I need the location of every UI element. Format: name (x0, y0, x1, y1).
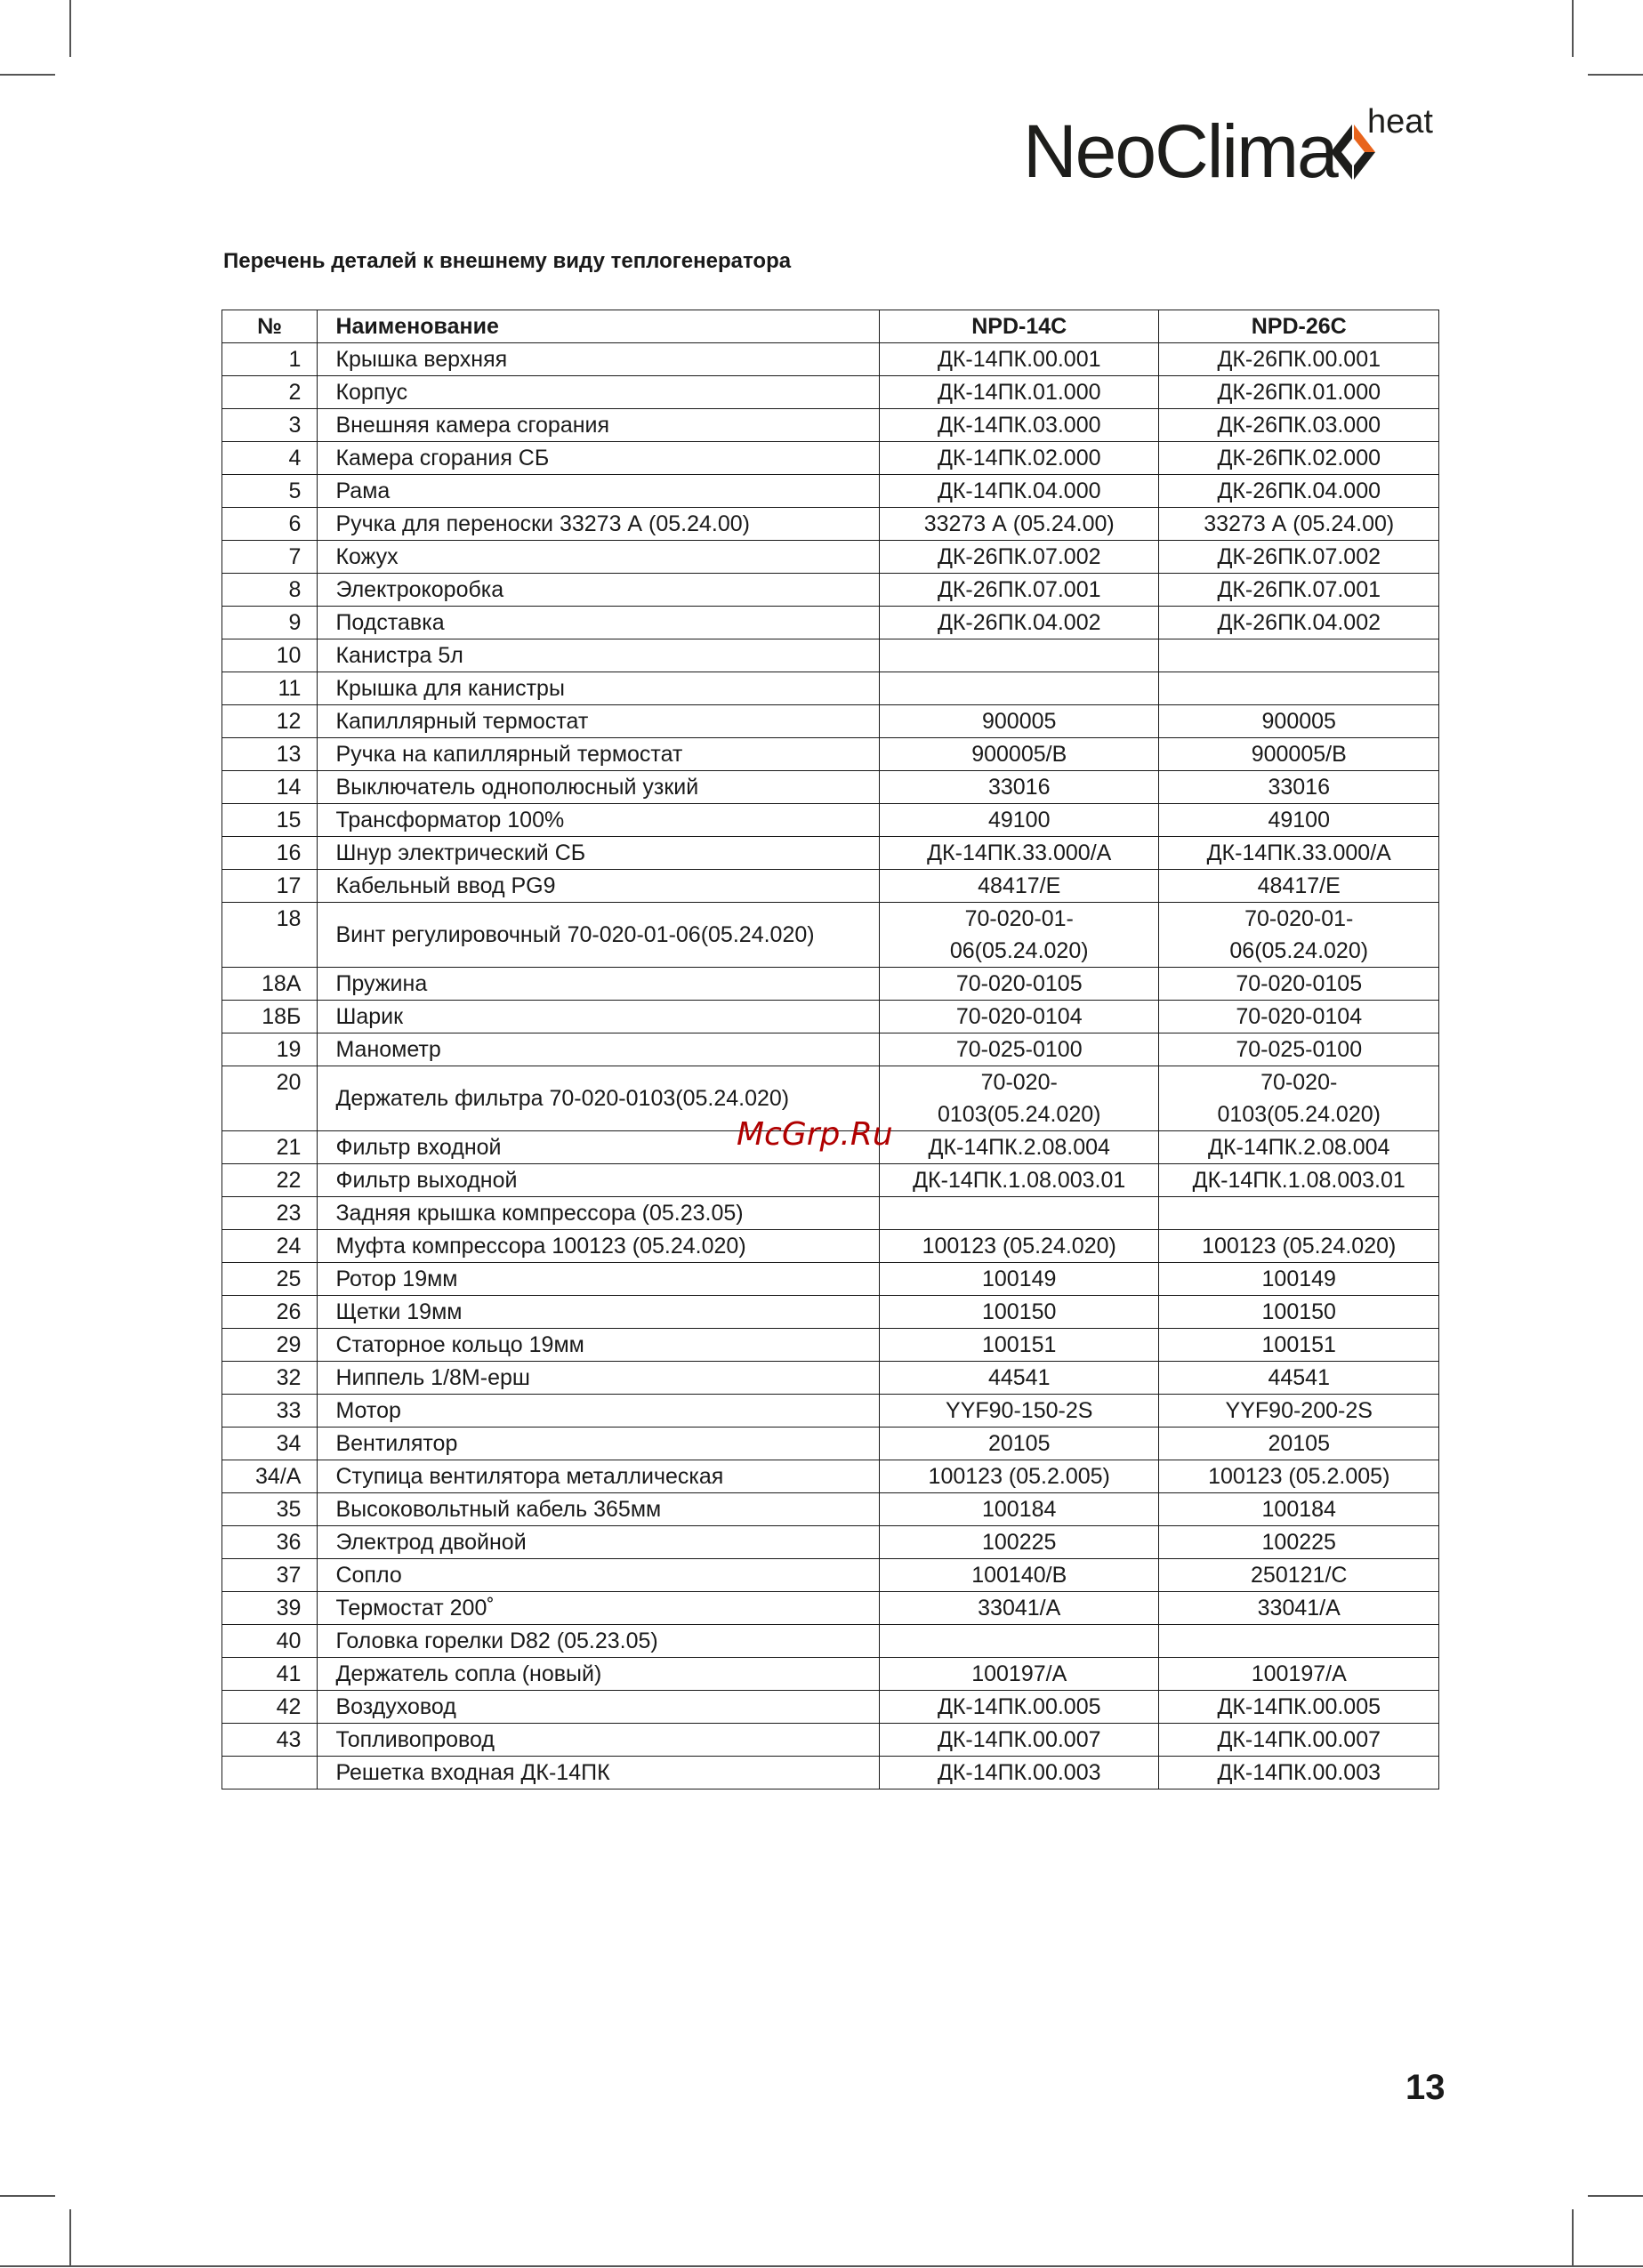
table-row (222, 1329, 1439, 1362)
table-body (222, 343, 1439, 1789)
cell-number: 13 (222, 738, 318, 771)
cell-npd-26c: ДК-26ПК.00.001 (1159, 343, 1439, 376)
cell-number: 1 (222, 343, 318, 376)
cell-npd-14c (879, 1625, 1158, 1658)
cell-npd-26c: 70-020-0104 (1159, 1001, 1439, 1033)
cell-name: Канистра 5л (318, 639, 880, 672)
cell-npd-26c: ДК-14ПК.1.08.003.01 (1159, 1164, 1439, 1197)
table-row (222, 870, 1439, 903)
cell-number: 43 (222, 1724, 318, 1757)
table-row (222, 1001, 1439, 1033)
cell-name: Головка горелки D82 (05.23.05) (318, 1625, 880, 1658)
cell-npd-14c: ДК-14ПК.01.000 (879, 376, 1158, 409)
cell-number: 22 (222, 1164, 318, 1197)
table-row (222, 1263, 1439, 1296)
cell-npd-14c: 48417/Е (879, 870, 1158, 903)
cell-name: Ручка для переноски 33273 А (05.24.00) (318, 508, 880, 541)
cell-number: 32 (222, 1362, 318, 1395)
table-row (222, 376, 1439, 409)
cell-npd-14c: 33041/А (879, 1592, 1158, 1625)
page-bottom-edge (0, 2265, 1643, 2267)
cell-npd-26c: 48417/Е (1159, 870, 1439, 903)
cell-number: 34/А (222, 1460, 318, 1493)
table-row (222, 475, 1439, 508)
table-row (222, 1033, 1439, 1066)
table-row (222, 508, 1439, 541)
cell-npd-14c: 33016 (879, 771, 1158, 804)
cell-npd-14c: 100197/А (879, 1658, 1158, 1691)
crop-mark-top-left-v (69, 0, 71, 57)
cell-number: 17 (222, 870, 318, 903)
cell-npd-26c (1159, 639, 1439, 672)
cell-name: Крышка верхняя (318, 343, 880, 376)
table-row (222, 1362, 1439, 1395)
crop-mark-bottom-right-h (1588, 2195, 1643, 2197)
cell-npd-14c: YYF90-150-2S (879, 1395, 1158, 1428)
cell-number: 34 (222, 1428, 318, 1460)
cell-npd-26c: 100149 (1159, 1263, 1439, 1296)
cell-name: Корпус (318, 376, 880, 409)
cell-name: Фильтр входной (318, 1131, 880, 1164)
cell-npd-26c: 70-020-0105 (1159, 968, 1439, 1001)
cell-npd-14c: 100225 (879, 1526, 1158, 1559)
cell-npd-26c (1159, 1197, 1439, 1230)
cell-number: 26 (222, 1296, 318, 1329)
table-row (222, 771, 1439, 804)
cell-number: 16 (222, 837, 318, 870)
table-row (222, 1197, 1439, 1230)
cell-name: Кабельный ввод PG9 (318, 870, 880, 903)
cell-number: 40 (222, 1625, 318, 1658)
cell-npd-14c: 70-020- 0103(05.24.020) (879, 1066, 1158, 1131)
crop-mark-top-right-v (1572, 0, 1574, 57)
cell-npd-26c: 100123 (05.24.020) (1159, 1230, 1439, 1263)
table-row (222, 607, 1439, 639)
table-row (222, 672, 1439, 705)
cell-number: 3 (222, 409, 318, 442)
cell-name: Мотор (318, 1395, 880, 1428)
watermark: McGrp.Ru (737, 1116, 893, 1153)
cell-npd-14c: ДК-14ПК.2.08.004 (879, 1131, 1158, 1164)
table-row (222, 705, 1439, 738)
cell-npd-26c: 100197/А (1159, 1658, 1439, 1691)
cell-npd-14c: 100123 (05.24.020) (879, 1230, 1158, 1263)
cell-npd-14c (879, 639, 1158, 672)
cell-npd-14c: ДК-26ПК.07.001 (879, 574, 1158, 607)
cell-npd-26c: 49100 (1159, 804, 1439, 837)
cell-npd-26c: ДК-14ПК.00.003 (1159, 1757, 1439, 1789)
cell-npd-26c: ДК-26ПК.04.000 (1159, 475, 1439, 508)
cell-npd-26c: 250121/С (1159, 1559, 1439, 1592)
cell-npd-14c: ДК-14ПК.00.003 (879, 1757, 1158, 1789)
table-row (222, 1460, 1439, 1493)
cell-npd-26c: ДК-26ПК.02.000 (1159, 442, 1439, 475)
cell-name: Статорное кольцо 19мм (318, 1329, 880, 1362)
cell-npd-14c: 20105 (879, 1428, 1158, 1460)
cell-name: Электрод двойной (318, 1526, 880, 1559)
cell-npd-26c (1159, 672, 1439, 705)
cell-npd-14c: 33273 А (05.24.00) (879, 508, 1158, 541)
cell-npd-26c: 70-020- 0103(05.24.020) (1159, 1066, 1439, 1131)
cell-npd-14c: ДК-14ПК.00.007 (879, 1724, 1158, 1757)
cell-name: Рама (318, 475, 880, 508)
cell-npd-14c: ДК-26ПК.07.002 (879, 541, 1158, 574)
cell-npd-26c: 900005 (1159, 705, 1439, 738)
cell-npd-14c: 49100 (879, 804, 1158, 837)
table-row (222, 1625, 1439, 1658)
cell-npd-14c: ДК-14ПК.1.08.003.01 (879, 1164, 1158, 1197)
cell-name: Камера сгорания СБ (318, 442, 880, 475)
cell-npd-26c: 33016 (1159, 771, 1439, 804)
cell-number: 19 (222, 1033, 318, 1066)
cell-number: 36 (222, 1526, 318, 1559)
cell-npd-26c: 33041/А (1159, 1592, 1439, 1625)
cell-name: Пружина (318, 968, 880, 1001)
cell-number: 24 (222, 1230, 318, 1263)
cell-name: Винт регулировочный 70-020-01-06(05.24.020) (318, 903, 880, 968)
cell-number: 11 (222, 672, 318, 705)
cell-npd-14c: ДК-14ПК.02.000 (879, 442, 1158, 475)
cell-number: 20 (222, 1066, 318, 1131)
cell-npd-26c: ДК-14ПК.2.08.004 (1159, 1131, 1439, 1164)
brand-logo (1023, 105, 1441, 194)
cell-name: Ниппель 1/8М-ерш (318, 1362, 880, 1395)
table-header-row (222, 310, 1439, 343)
crop-mark-top-left-h (0, 74, 55, 76)
cell-npd-14c: ДК-26ПК.04.002 (879, 607, 1158, 639)
cell-number: 14 (222, 771, 318, 804)
table-row (222, 1691, 1439, 1724)
cell-npd-14c: 70-020-0104 (879, 1001, 1158, 1033)
cell-npd-26c: 33273 А (05.24.00) (1159, 508, 1439, 541)
table-row (222, 409, 1439, 442)
cell-npd-26c: ДК-26ПК.07.001 (1159, 574, 1439, 607)
cell-npd-26c: ДК-26ПК.01.000 (1159, 376, 1439, 409)
header-npd-14c: NPD-14C (879, 310, 1158, 343)
cell-name: Шарик (318, 1001, 880, 1033)
cell-number: 39 (222, 1592, 318, 1625)
cell-npd-14c: 100150 (879, 1296, 1158, 1329)
cell-npd-26c: ДК-14ПК.00.005 (1159, 1691, 1439, 1724)
table-row (222, 804, 1439, 837)
cell-name: Держатель сопла (новый) (318, 1658, 880, 1691)
table-row (222, 574, 1439, 607)
cell-name: Подставка (318, 607, 880, 639)
cell-name: Высоковольтный кабель 365мм (318, 1493, 880, 1526)
cell-npd-26c: YYF90-200-2S (1159, 1395, 1439, 1428)
cell-number: 23 (222, 1197, 318, 1230)
table-row (222, 1724, 1439, 1757)
table-row (222, 1164, 1439, 1197)
cell-npd-14c: ДК-14ПК.00.001 (879, 343, 1158, 376)
cell-name: Манометр (318, 1033, 880, 1066)
table-row (222, 1592, 1439, 1625)
cell-name: Шнур электрический СБ (318, 837, 880, 870)
cell-npd-26c: 900005/В (1159, 738, 1439, 771)
table-row (222, 1428, 1439, 1460)
table-row (222, 639, 1439, 672)
page-title: Перечень деталей к внешнему виду теплогенератора (223, 249, 792, 273)
cell-name: Фильтр выходной (318, 1164, 880, 1197)
cell-number: 8 (222, 574, 318, 607)
cell-name: Топливопровод (318, 1724, 880, 1757)
cell-npd-14c: ДК-14ПК.03.000 (879, 409, 1158, 442)
cell-number: 33 (222, 1395, 318, 1428)
cell-name: Решетка входная ДК-14ПК (318, 1757, 880, 1789)
crop-mark-bottom-left-h (0, 2195, 55, 2197)
cell-number: 5 (222, 475, 318, 508)
cell-npd-14c: ДК-14ПК.04.000 (879, 475, 1158, 508)
cell-npd-26c: 70-025-0100 (1159, 1033, 1439, 1066)
cell-number: 18А (222, 968, 318, 1001)
table-row (222, 1526, 1439, 1559)
cell-name: Сопло (318, 1559, 880, 1592)
cell-name: Электрокоробка (318, 574, 880, 607)
cell-number: 18Б (222, 1001, 318, 1033)
cell-number: 6 (222, 508, 318, 541)
cell-npd-14c: ДК-14ПК.33.000/А (879, 837, 1158, 870)
cell-npd-26c: 20105 (1159, 1428, 1439, 1460)
cell-npd-14c: 70-025-0100 (879, 1033, 1158, 1066)
cell-npd-26c: 100184 (1159, 1493, 1439, 1526)
table-row (222, 442, 1439, 475)
cell-number: 2 (222, 376, 318, 409)
cell-name: Внешняя камера сгорания (318, 409, 880, 442)
cell-npd-26c: ДК-14ПК.33.000/А (1159, 837, 1439, 870)
cell-npd-26c: 100151 (1159, 1329, 1439, 1362)
cell-npd-14c: 44541 (879, 1362, 1158, 1395)
cell-npd-14c: 100151 (879, 1329, 1158, 1362)
cell-number: 29 (222, 1329, 318, 1362)
cell-name: Вентилятор (318, 1428, 880, 1460)
cell-npd-26c: 100150 (1159, 1296, 1439, 1329)
cell-number: 21 (222, 1131, 318, 1164)
cell-npd-26c: 44541 (1159, 1362, 1439, 1395)
table-row (222, 968, 1439, 1001)
cell-number: 4 (222, 442, 318, 475)
table-row (222, 738, 1439, 771)
cell-npd-14c: ДК-14ПК.00.005 (879, 1691, 1158, 1724)
cell-name: Ступица вентилятора металлическая (318, 1460, 880, 1493)
cell-npd-26c: ДК-26ПК.07.002 (1159, 541, 1439, 574)
cell-name: Крышка для канистры (318, 672, 880, 705)
cell-npd-26c (1159, 1625, 1439, 1658)
cell-npd-26c: 70-020-01- 06(05.24.020) (1159, 903, 1439, 968)
cell-name: Кожух (318, 541, 880, 574)
cell-number: 7 (222, 541, 318, 574)
header-npd-26c: NPD-26C (1159, 310, 1439, 343)
cell-number: 12 (222, 705, 318, 738)
cell-npd-14c: 100184 (879, 1493, 1158, 1526)
table-row (222, 343, 1439, 376)
cell-name: Держатель фильтра 70-020-0103(05.24.020) (318, 1066, 880, 1131)
table-row (222, 1559, 1439, 1592)
cell-number: 10 (222, 639, 318, 672)
crop-mark-bottom-right-v (1572, 2209, 1574, 2266)
table-row (222, 1757, 1439, 1789)
cell-number: 25 (222, 1263, 318, 1296)
table-row (222, 1296, 1439, 1329)
page-number: 13 (1405, 2068, 1446, 2107)
cell-name: Капиллярный термостат (318, 705, 880, 738)
cell-number: 41 (222, 1658, 318, 1691)
table-row (222, 1395, 1439, 1428)
cell-name: Выключатель однополюсный узкий (318, 771, 880, 804)
crop-mark-bottom-left-v (69, 2209, 71, 2266)
cell-npd-14c: 900005/В (879, 738, 1158, 771)
table-row (222, 1658, 1439, 1691)
header-name: Наименование (318, 310, 880, 343)
cell-name: Ротор 19мм (318, 1263, 880, 1296)
cell-npd-14c: 70-020-0105 (879, 968, 1158, 1001)
cell-number: 9 (222, 607, 318, 639)
cell-name: Щетки 19мм (318, 1296, 880, 1329)
cell-number (222, 1757, 318, 1789)
cell-name: Муфта компрессора 100123 (05.24.020) (318, 1230, 880, 1263)
parts-table (221, 310, 1439, 1789)
cell-name: Воздуховод (318, 1691, 880, 1724)
brand-suffix: heat (1367, 103, 1433, 141)
cell-number: 35 (222, 1493, 318, 1526)
cell-npd-26c: ДК-26ПК.03.000 (1159, 409, 1439, 442)
table-row (222, 1493, 1439, 1526)
crop-mark-top-right-h (1588, 74, 1643, 76)
cell-name: Ручка на капиллярный термостат (318, 738, 880, 771)
cell-npd-26c: ДК-14ПК.00.007 (1159, 1724, 1439, 1757)
cell-name: Термостат 200˚ (318, 1592, 880, 1625)
table-row (222, 1230, 1439, 1263)
table-row (222, 837, 1439, 870)
table-row (222, 903, 1439, 968)
cell-name: Трансформатор 100% (318, 804, 880, 837)
header-number: № (222, 310, 318, 343)
cell-name: Задняя крышка компрессора (05.23.05) (318, 1197, 880, 1230)
cell-npd-26c: 100225 (1159, 1526, 1439, 1559)
cell-npd-14c (879, 672, 1158, 705)
cell-number: 42 (222, 1691, 318, 1724)
cell-npd-14c: 100123 (05.2.005) (879, 1460, 1158, 1493)
brand-name: NeoClima (1023, 109, 1337, 193)
cell-npd-14c: 70-020-01- 06(05.24.020) (879, 903, 1158, 968)
cell-npd-14c: 100149 (879, 1263, 1158, 1296)
cell-npd-14c: 100140/В (879, 1559, 1158, 1592)
cell-number: 15 (222, 804, 318, 837)
cell-number: 37 (222, 1559, 318, 1592)
cell-npd-26c: 100123 (05.2.005) (1159, 1460, 1439, 1493)
cell-npd-14c (879, 1197, 1158, 1230)
cell-npd-26c: ДК-26ПК.04.002 (1159, 607, 1439, 639)
table-row (222, 541, 1439, 574)
cell-number: 18 (222, 903, 318, 968)
cell-npd-14c: 900005 (879, 705, 1158, 738)
